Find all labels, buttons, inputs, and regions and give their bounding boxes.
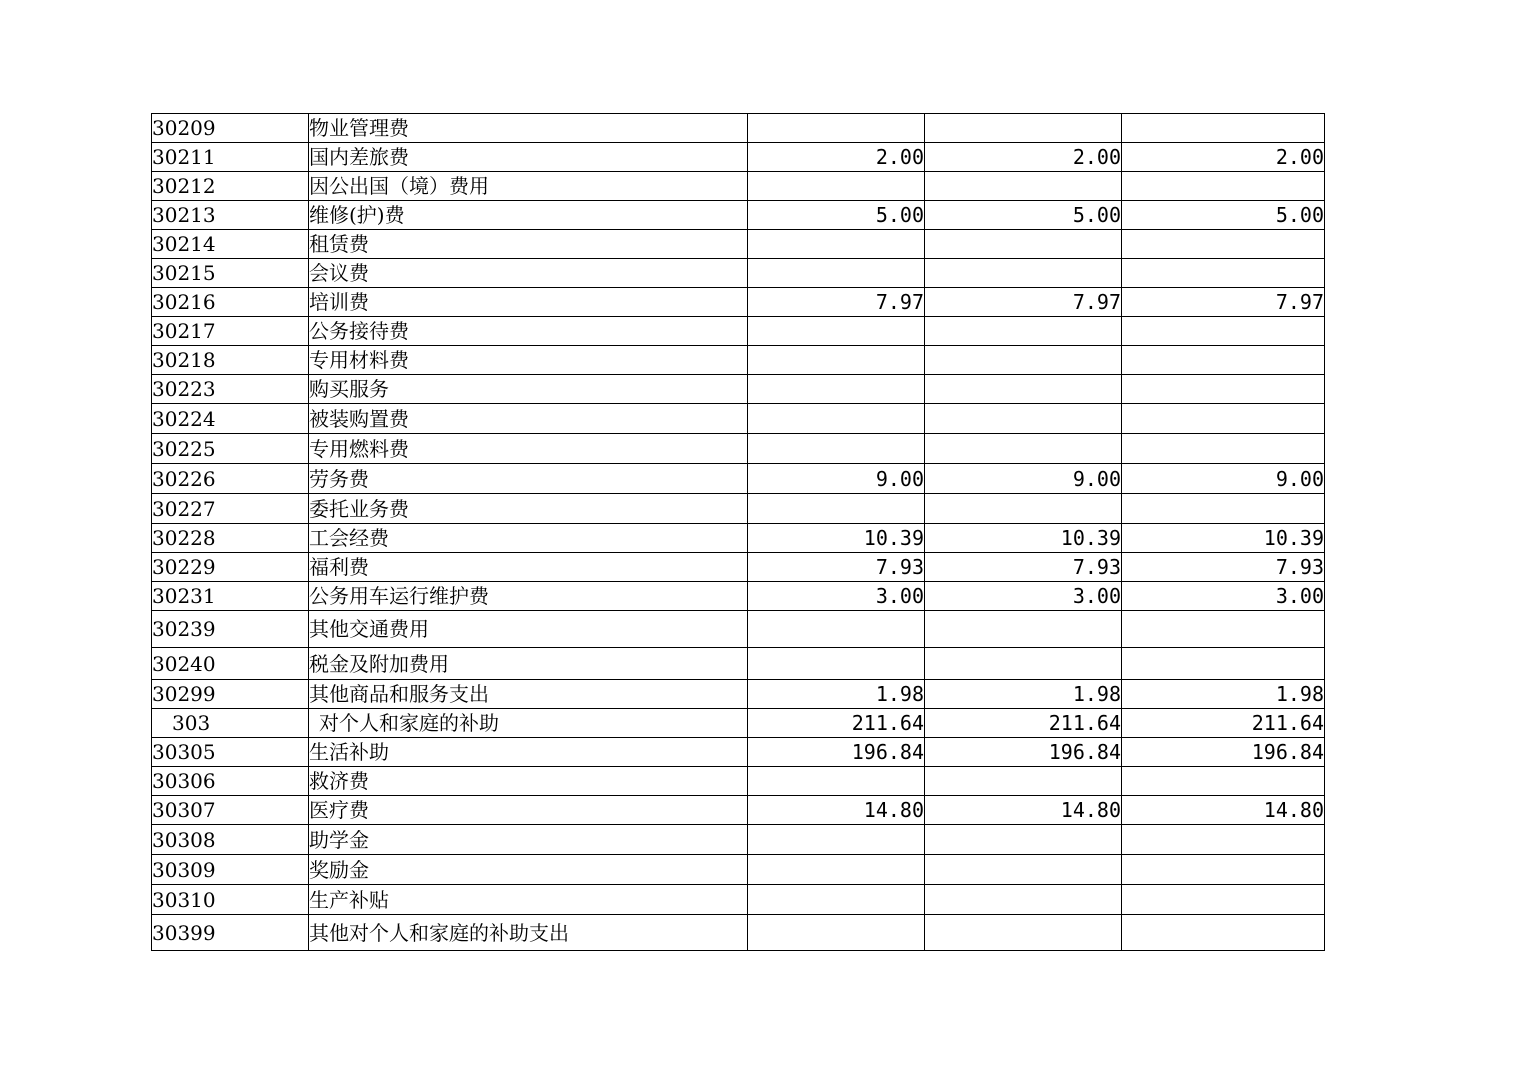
amount-cell-1 [748,230,925,259]
amount-cell-3: 3.00 [1122,582,1325,611]
amount-cell-1: 9.00 [748,464,925,494]
amount-cell-1: 7.97 [748,288,925,317]
amount-cell-3: 5.00 [1122,201,1325,230]
amount-cell-3: 9.00 [1122,464,1325,494]
table-row [152,230,1325,259]
amount-cell-2 [925,172,1122,201]
amount-cell-1 [748,885,925,915]
amount-cell-2: 10.39 [925,524,1122,553]
name-cell: 工会经费 [309,524,748,553]
table-row [152,855,1325,885]
table-row [152,885,1325,915]
amount-cell-1 [748,611,925,648]
table-row [152,346,1325,375]
amount-cell-2 [925,855,1122,885]
amount-cell-3: 10.39 [1122,524,1325,553]
code-cell: 30239 [152,611,309,648]
amount-cell-3: 1.98 [1122,680,1325,709]
amount-cell-2: 211.64 [925,709,1122,738]
name-cell: 奖励金 [309,855,748,885]
name-cell: 国内差旅费 [309,143,748,172]
amount-cell-3: 7.93 [1122,553,1325,582]
code-cell: 30216 [152,288,309,317]
amount-cell-1: 7.93 [748,553,925,582]
amount-cell-1 [748,648,925,680]
table-row [152,494,1325,524]
amount-cell-3: 14.80 [1122,796,1325,825]
amount-cell-2 [925,114,1122,143]
amount-cell-1: 3.00 [748,582,925,611]
name-cell: 劳务费 [309,464,748,494]
amount-cell-3 [1122,317,1325,346]
name-cell: 福利费 [309,553,748,582]
amount-cell-1 [748,825,925,855]
table-row [152,201,1325,230]
code-cell: 30228 [152,524,309,553]
amount-cell-3 [1122,885,1325,915]
amount-cell-1 [748,434,925,464]
amount-cell-2 [925,825,1122,855]
amount-cell-2 [925,434,1122,464]
expenditure-table [151,113,1325,951]
amount-cell-3 [1122,230,1325,259]
amount-cell-3 [1122,346,1325,375]
amount-cell-3 [1122,375,1325,404]
table-row [152,172,1325,201]
table-row [152,317,1325,346]
name-cell: 委托业务费 [309,494,748,524]
code-cell: 30213 [152,201,309,230]
code-cell: 30212 [152,172,309,201]
name-cell: 维修(护)费 [309,201,748,230]
table-row [152,738,1325,767]
amount-cell-1 [748,855,925,885]
code-cell: 303 [152,709,309,738]
code-cell: 30307 [152,796,309,825]
amount-cell-1 [748,317,925,346]
code-cell: 30215 [152,259,309,288]
amount-cell-3: 2.00 [1122,143,1325,172]
table-row [152,404,1325,434]
code-cell: 30227 [152,494,309,524]
amount-cell-3: 196.84 [1122,738,1325,767]
table-row [152,915,1325,951]
name-cell: 专用燃料费 [309,434,748,464]
amount-cell-1: 196.84 [748,738,925,767]
amount-cell-2 [925,259,1122,288]
name-cell: 专用材料费 [309,346,748,375]
name-cell: 对个人和家庭的补助 [309,709,748,738]
amount-cell-1 [748,915,925,951]
code-cell: 30214 [152,230,309,259]
table-row [152,114,1325,143]
amount-cell-1 [748,494,925,524]
amount-cell-1 [748,404,925,434]
amount-cell-1: 10.39 [748,524,925,553]
name-cell: 医疗费 [309,796,748,825]
code-cell: 30305 [152,738,309,767]
name-cell: 因公出国（境）费用 [309,172,748,201]
code-cell: 30218 [152,346,309,375]
amount-cell-3 [1122,434,1325,464]
name-cell: 租赁费 [309,230,748,259]
amount-cell-3 [1122,767,1325,796]
table-row [152,825,1325,855]
table-row [152,434,1325,464]
amount-cell-1 [748,346,925,375]
code-cell: 30223 [152,375,309,404]
name-cell: 其他商品和服务支出 [309,680,748,709]
amount-cell-2: 5.00 [925,201,1122,230]
code-cell: 30231 [152,582,309,611]
amount-cell-2 [925,346,1122,375]
amount-cell-3: 211.64 [1122,709,1325,738]
table-row [152,582,1325,611]
amount-cell-2: 9.00 [925,464,1122,494]
amount-cell-2 [925,404,1122,434]
code-cell: 30240 [152,648,309,680]
table-row [152,143,1325,172]
amount-cell-3 [1122,648,1325,680]
name-cell: 助学金 [309,825,748,855]
amount-cell-2: 196.84 [925,738,1122,767]
code-cell: 30226 [152,464,309,494]
table-row [152,553,1325,582]
amount-cell-2: 1.98 [925,680,1122,709]
amount-cell-3 [1122,404,1325,434]
name-cell: 税金及附加费用 [309,648,748,680]
amount-cell-2 [925,767,1122,796]
name-cell: 生活补助 [309,738,748,767]
code-cell: 30229 [152,553,309,582]
amount-cell-3: 7.97 [1122,288,1325,317]
amount-cell-2 [925,915,1122,951]
amount-cell-2: 14.80 [925,796,1122,825]
amount-cell-1: 14.80 [748,796,925,825]
name-cell: 培训费 [309,288,748,317]
amount-cell-1: 1.98 [748,680,925,709]
name-cell: 救济费 [309,767,748,796]
name-cell: 公务用车运行维护费 [309,582,748,611]
table-row [152,259,1325,288]
amount-cell-3 [1122,494,1325,524]
amount-cell-1 [748,172,925,201]
amount-cell-2: 7.97 [925,288,1122,317]
amount-cell-2: 7.93 [925,553,1122,582]
code-cell: 30225 [152,434,309,464]
amount-cell-2 [925,648,1122,680]
code-cell: 30224 [152,404,309,434]
amount-cell-2 [925,494,1122,524]
name-cell: 物业管理费 [309,114,748,143]
amount-cell-3 [1122,114,1325,143]
amount-cell-3 [1122,172,1325,201]
code-cell: 30217 [152,317,309,346]
amount-cell-3 [1122,259,1325,288]
code-cell: 30308 [152,825,309,855]
amount-cell-3 [1122,915,1325,951]
amount-cell-2 [925,885,1122,915]
code-cell: 30209 [152,114,309,143]
amount-cell-2 [925,611,1122,648]
amount-cell-2 [925,317,1122,346]
table-row [152,767,1325,796]
code-cell: 30211 [152,143,309,172]
amount-cell-1 [748,114,925,143]
name-cell: 购买服务 [309,375,748,404]
name-cell: 其他对个人和家庭的补助支出 [309,915,748,951]
table-row [152,524,1325,553]
table-row [152,288,1325,317]
amount-cell-1 [748,259,925,288]
table-body [152,114,1325,951]
amount-cell-1: 5.00 [748,201,925,230]
amount-cell-2 [925,230,1122,259]
amount-cell-2: 3.00 [925,582,1122,611]
name-cell: 生产补贴 [309,885,748,915]
amount-cell-2 [925,375,1122,404]
amount-cell-1 [748,767,925,796]
code-cell: 30309 [152,855,309,885]
amount-cell-1: 211.64 [748,709,925,738]
category-row [152,709,1325,738]
table-row [152,796,1325,825]
amount-cell-3 [1122,855,1325,885]
amount-cell-3 [1122,611,1325,648]
amount-cell-1: 2.00 [748,143,925,172]
table-row [152,611,1325,648]
code-cell: 30306 [152,767,309,796]
name-cell: 被装购置费 [309,404,748,434]
table-row [152,464,1325,494]
code-cell: 30299 [152,680,309,709]
code-cell: 30310 [152,885,309,915]
name-cell: 其他交通费用 [309,611,748,648]
name-cell: 公务接待费 [309,317,748,346]
table-row [152,680,1325,709]
name-cell: 会议费 [309,259,748,288]
amount-cell-1 [748,375,925,404]
amount-cell-2: 2.00 [925,143,1122,172]
amount-cell-3 [1122,825,1325,855]
table-row [152,648,1325,680]
table-row [152,375,1325,404]
code-cell: 30399 [152,915,309,951]
